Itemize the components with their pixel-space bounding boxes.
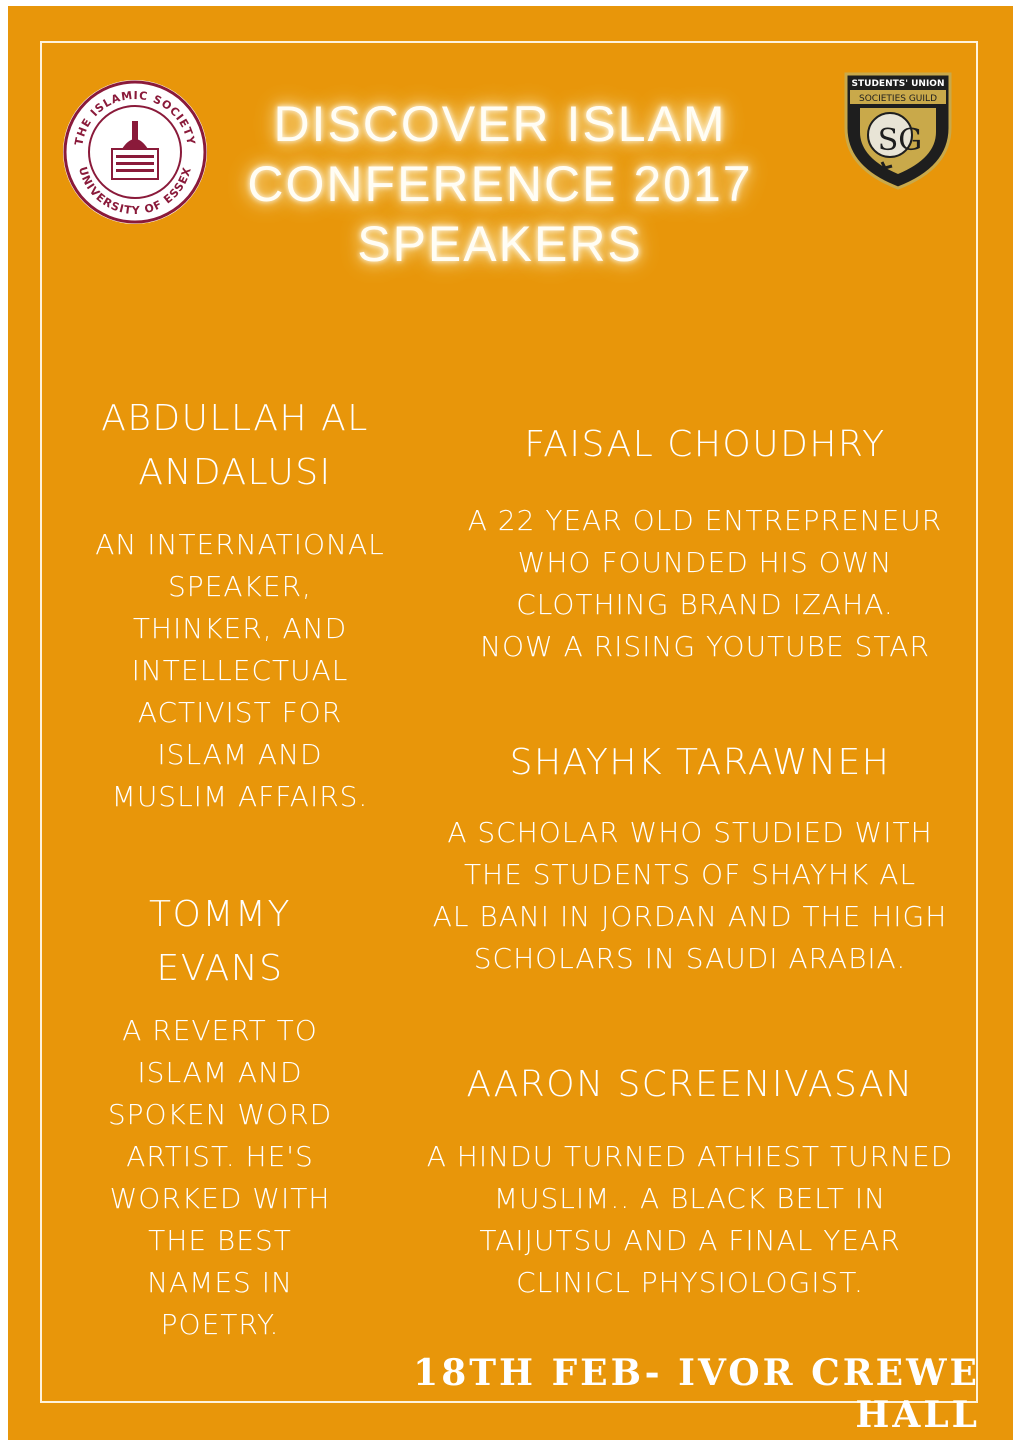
- bio-line: A HINDU TURNED ATHIEST TURNED: [426, 1140, 954, 1173]
- su-top-text: STUDENTS' UNION: [851, 79, 945, 89]
- speaker-bio-tommy: [60, 1010, 380, 1346]
- bio-line: SPOKEN WORD: [107, 1098, 333, 1131]
- speaker-bio-shayhk: [390, 812, 990, 980]
- speaker-name-line: EVANS: [156, 948, 284, 989]
- bio-line: POETRY.: [160, 1308, 280, 1341]
- speaker-name-tommy: [60, 888, 380, 996]
- speaker-name-line: ANDALUSI: [138, 452, 332, 493]
- bio-line: ISLAM AND: [157, 738, 323, 771]
- bio-line: INTELLECTUAL: [131, 654, 349, 687]
- speaker-bio-abdullah: [60, 524, 420, 818]
- bio-line: WORKED WITH: [109, 1182, 331, 1215]
- bio-line: ACTIVIST FOR: [137, 696, 343, 729]
- bio-line: MUSLIM AFFAIRS.: [111, 780, 369, 813]
- bio-line: A REVERT TO: [122, 1014, 318, 1047]
- bio-line: SPEAKER,: [168, 570, 312, 603]
- bio-line: AN INTERNATIONAL: [95, 528, 385, 561]
- societies-guild-logo: [842, 70, 954, 190]
- bio-line: WHO FOUNDED HIS OWN: [517, 546, 893, 579]
- speaker-bio-faisal: [430, 500, 980, 668]
- title-line-2: CONFERENCE 2017: [247, 156, 753, 212]
- speaker-name-aaron: AARON SCREENIVASAN: [466, 1064, 914, 1105]
- bio-line: NAMES IN: [147, 1266, 293, 1299]
- bio-line: MUSLIM.. A BLACK BELT IN: [493, 1182, 887, 1215]
- islamic-society-logo: [60, 77, 210, 227]
- bio-line: AL BANI IN JORDAN AND THE HIGH: [432, 900, 948, 933]
- speaker-name-line: TOMMY: [149, 894, 291, 935]
- title-line-3: SPEAKERS: [357, 216, 643, 272]
- bio-line: ISLAM AND: [137, 1056, 303, 1089]
- speaker-name-line: ABDULLAH AL: [101, 398, 369, 439]
- bio-line: SCHOLARS IN SAUDI ARABIA.: [473, 942, 907, 975]
- bio-line: THINKER, AND: [132, 612, 348, 645]
- logo-ring-top-text: THE ISLAMIC SOCIETY: [72, 88, 198, 147]
- speaker-name-faisal: FAISAL CHOUDHRY: [524, 424, 886, 465]
- su-band-text: SOCIETIES GUILD: [859, 94, 937, 104]
- speaker-name-shayhk: SHAYHK TARAWNEH: [509, 742, 891, 783]
- bio-line: THE BEST: [148, 1224, 292, 1257]
- bio-line: TAIJUTSU AND A FINAL YEAR: [479, 1224, 901, 1257]
- poster-title: [200, 94, 800, 274]
- event-date-venue: 18TH FEB- IVOR CREWE HALL: [413, 1352, 980, 1436]
- bio-line: NOW A RISING YOUTUBE STAR: [480, 630, 930, 663]
- logo-ring-bottom-text: UNIVERSITY OF ESSEX: [75, 165, 195, 218]
- bio-line: ARTIST. HE'S: [126, 1140, 314, 1173]
- bio-line: A 22 YEAR OLD ENTREPRENEUR: [467, 504, 943, 537]
- speaker-name-abdullah: [60, 392, 410, 500]
- title-line-1: DISCOVER ISLAM: [273, 96, 727, 152]
- sg-monogram: SG: [877, 123, 923, 158]
- bio-line: CLOTHING BRAND IZAHA.: [516, 588, 894, 621]
- speaker-bio-aaron: [380, 1136, 1000, 1304]
- bio-line: A SCHOLAR WHO STUDIED WITH: [447, 816, 933, 849]
- bio-line: CLINICL PHYSIOLOGIST.: [516, 1266, 864, 1299]
- bio-line: THE STUDENTS OF SHAYHK AL: [463, 858, 917, 891]
